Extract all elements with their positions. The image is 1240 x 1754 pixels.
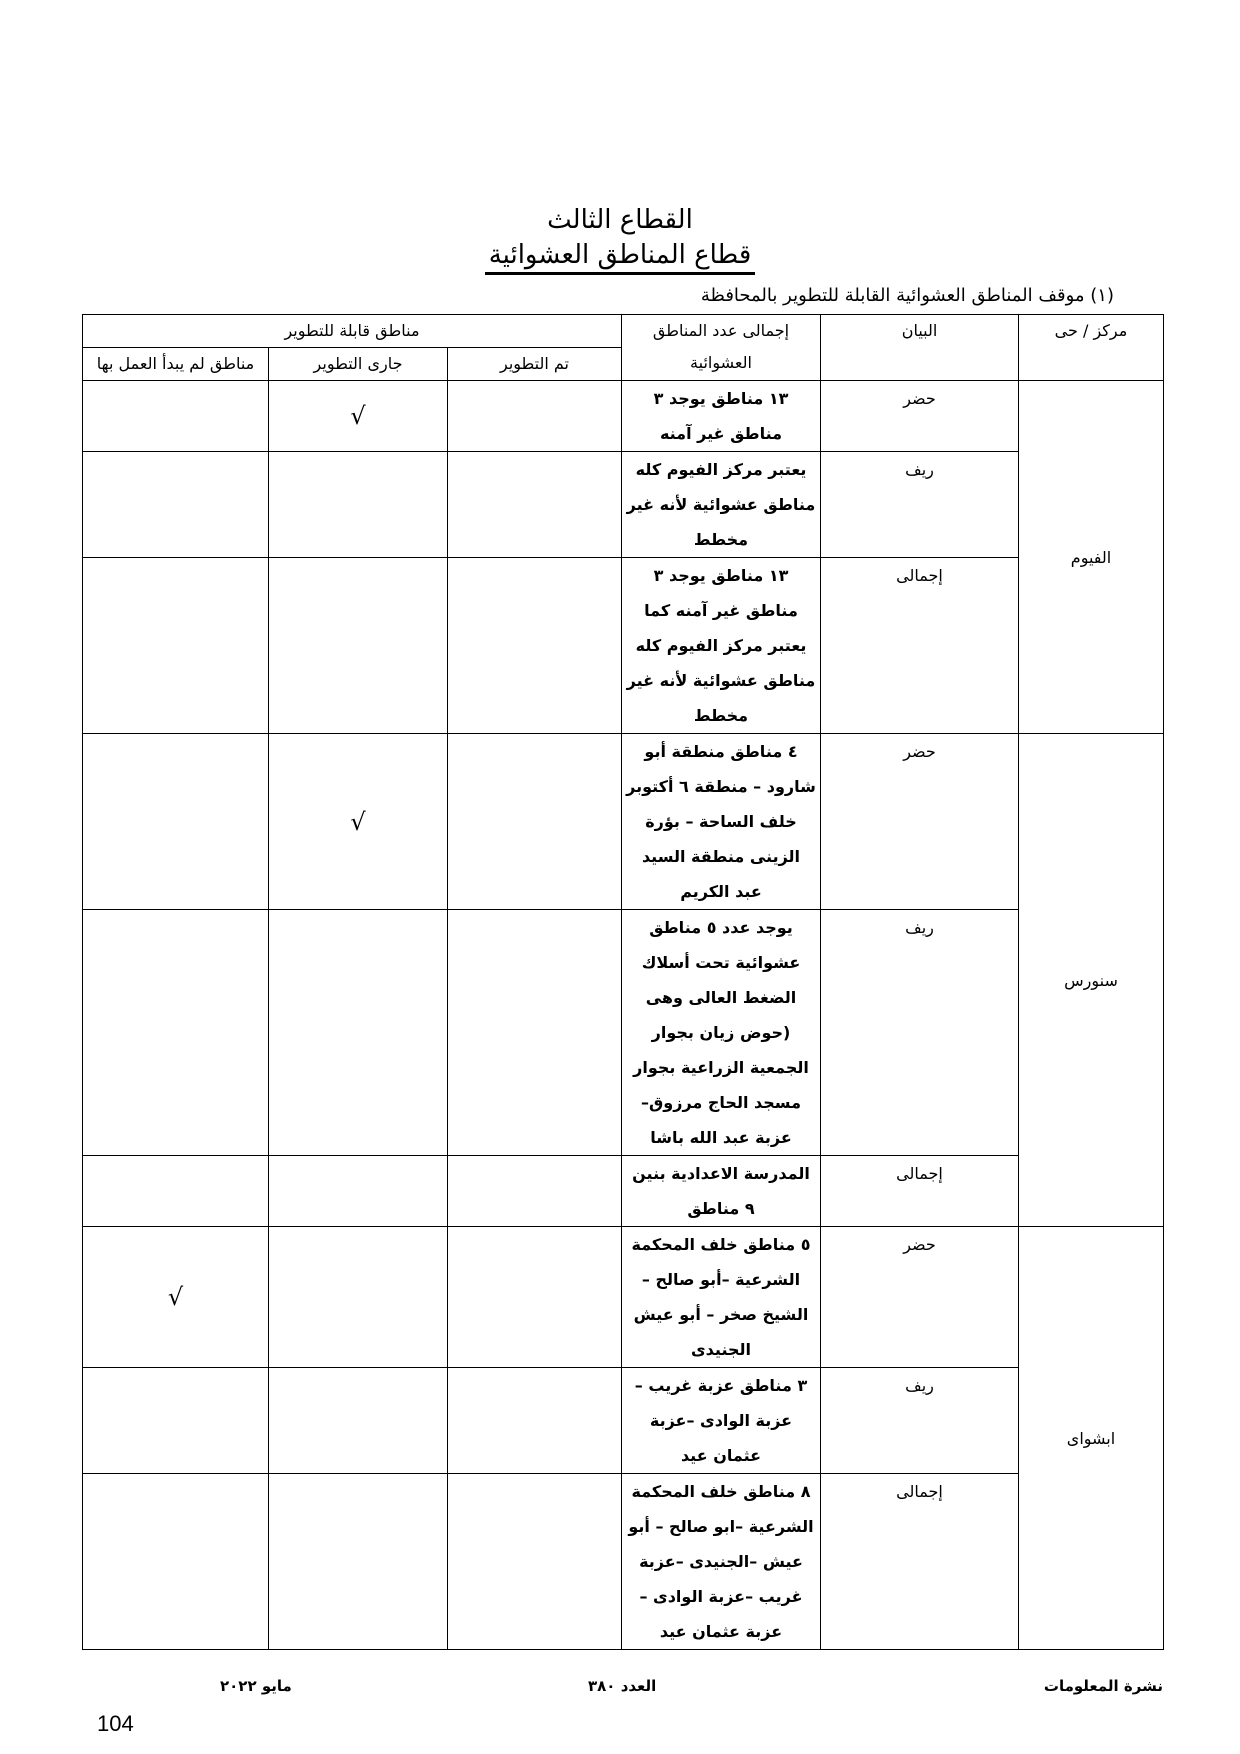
developed-cell xyxy=(448,1474,622,1650)
in-progress-cell xyxy=(269,1227,448,1368)
sector-subtitle-text: قطاع المناطق العشوائية xyxy=(485,240,756,275)
not-started-cell xyxy=(83,734,269,910)
center-name-cell: سنورس xyxy=(1019,734,1164,1227)
statement-cell: ريف xyxy=(821,910,1019,1156)
statement-cell: إجمالى xyxy=(821,1474,1019,1650)
header-in-progress: جارى التطوير xyxy=(269,348,448,381)
not-started-cell xyxy=(83,1368,269,1474)
table-row xyxy=(83,558,1164,734)
developed-cell xyxy=(448,1156,622,1227)
not-started-cell xyxy=(83,381,269,452)
developed-cell xyxy=(448,381,622,452)
table-row xyxy=(83,381,1164,452)
in-progress-cell xyxy=(269,558,448,734)
developed-cell xyxy=(448,734,622,910)
section-heading: (١) موقف المناطق العشوائية القابلة للتطوير بالمحافظة xyxy=(700,285,1114,306)
informal-areas-table xyxy=(82,314,1164,1650)
center-name-cell: الفيوم xyxy=(1019,381,1164,734)
statement-cell: حضر xyxy=(821,734,1019,910)
in-progress-cell xyxy=(269,1368,448,1474)
in-progress-cell xyxy=(269,452,448,558)
in-progress-cell xyxy=(269,1474,448,1650)
table-row xyxy=(83,1227,1164,1368)
not-started-cell xyxy=(83,1156,269,1227)
footer-date: مايو ٢٠٢٢ xyxy=(220,1677,292,1695)
footer-issue: العدد ٣٨٠ xyxy=(588,1677,657,1695)
in-progress-cell: √ xyxy=(269,734,448,910)
sector-subtitle xyxy=(0,238,1240,272)
footer-publication: نشرة المعلومات xyxy=(1043,1677,1163,1695)
developed-cell xyxy=(448,1227,622,1368)
header-developable: مناطق قابلة للتطوير xyxy=(83,315,622,348)
in-progress-cell: √ xyxy=(269,381,448,452)
in-progress-cell xyxy=(269,1156,448,1227)
total-areas-cell: يوجد عدد ٥ مناطق عشوائية تحت أسلاك الضغط العالى وهى (حوض زيان بجوار الجمعية الزراعية بجوار مسجد الحاج مرزوق– عزبة عبد الله باشا xyxy=(622,910,821,1156)
not-started-cell xyxy=(83,1474,269,1650)
developed-cell xyxy=(448,558,622,734)
not-started-cell xyxy=(83,910,269,1156)
table-row xyxy=(83,1474,1164,1650)
table-row xyxy=(83,1156,1164,1227)
total-areas-cell: ٣ مناطق عزبة غريب – عزبة الوادى –عزبة عثمان عيد xyxy=(622,1368,821,1474)
sector-title: القطاع الثالث xyxy=(547,205,693,235)
table-row xyxy=(83,910,1164,1156)
developed-cell xyxy=(448,452,622,558)
statement-cell: ريف xyxy=(821,452,1019,558)
header-center: مركز / حى xyxy=(1019,315,1164,381)
statement-cell: ريف xyxy=(821,1368,1019,1474)
not-started-cell: √ xyxy=(83,1227,269,1368)
table-row xyxy=(83,734,1164,910)
developed-cell xyxy=(448,910,622,1156)
total-areas-cell: ٤ مناطق منطقة أبو شارود – منطقة ٦ أكتوبر خلف الساحة – بؤرة الزينى منطقة السيد عبد الكريم xyxy=(622,734,821,910)
not-started-cell xyxy=(83,452,269,558)
header-statement: البيان xyxy=(821,315,1019,381)
center-name-cell: ابشواى xyxy=(1019,1227,1164,1650)
header-developed: تم التطوير xyxy=(448,348,622,381)
total-areas-cell: ٨ مناطق خلف المحكمة الشرعية –ابو صالح – أبو عيش –الجنيدى –عزبة غريب –عزبة الوادى – عزبة عثمان عيد xyxy=(622,1474,821,1650)
total-areas-cell: ٥ مناطق خلف المحكمة الشرعية –أبو صالح – الشيخ صخر – أبو عيش الجنيدى xyxy=(622,1227,821,1368)
header-not-started: مناطق لم يبدأ العمل بها xyxy=(83,348,269,381)
table-row xyxy=(83,452,1164,558)
total-areas-cell: ١٣ مناطق يوجد ٣ مناطق غير آمنه xyxy=(622,381,821,452)
statement-cell: إجمالى xyxy=(821,558,1019,734)
statement-cell: حضر xyxy=(821,381,1019,452)
header-total-areas: إجمالى عدد المناطق العشوائية xyxy=(622,315,821,381)
in-progress-cell xyxy=(269,910,448,1156)
page-number: 104 xyxy=(97,1711,134,1736)
not-started-cell xyxy=(83,558,269,734)
total-areas-cell: المدرسة الاعدادية بنين ٩ مناطق xyxy=(622,1156,821,1227)
total-areas-cell: ١٣ مناطق يوجد ٣ مناطق غير آمنه كما يعتبر مركز الفيوم كله مناطق عشوائية لأنه غير مخطط xyxy=(622,558,821,734)
developed-cell xyxy=(448,1368,622,1474)
statement-cell: حضر xyxy=(821,1227,1019,1368)
table-row xyxy=(83,1368,1164,1474)
statement-cell: إجمالى xyxy=(821,1156,1019,1227)
total-areas-cell: يعتبر مركز الفيوم كله مناطق عشوائية لأنه غير مخطط xyxy=(622,452,821,558)
